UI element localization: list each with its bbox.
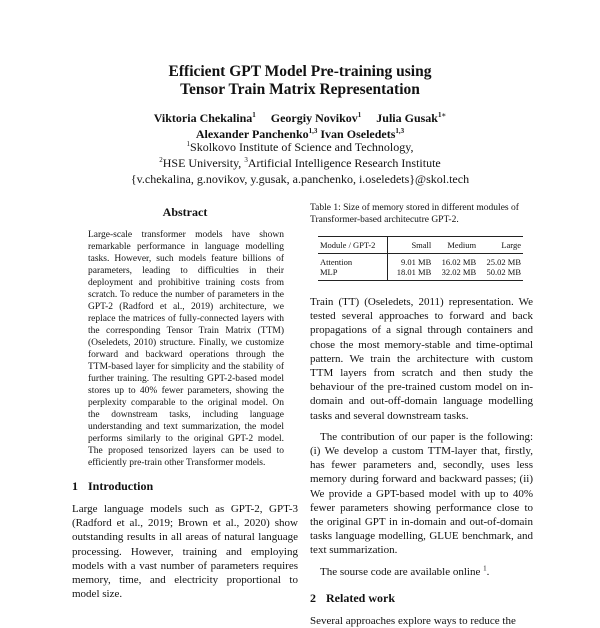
affiliations <box>0 139 600 187</box>
section-title: Related work <box>326 590 395 605</box>
author-name: Julia Gusak <box>376 111 438 125</box>
table-cell: 9.01 MB <box>401 257 432 267</box>
table-cell: 50.02 MB <box>486 267 521 277</box>
author-line-1 <box>0 110 600 126</box>
title-line-1: Efficient GPT Model Pre-training using <box>168 63 432 80</box>
table-header-cell: Small <box>388 237 433 254</box>
paper-title <box>0 63 600 99</box>
left-column <box>72 205 298 601</box>
memory-table-wrapper <box>310 236 533 281</box>
memory-table <box>318 236 523 281</box>
affil-mark: 1 <box>186 140 191 148</box>
title-line-2: Tensor Train Matrix Representation <box>180 81 420 98</box>
table-row <box>318 267 523 281</box>
affiliation-hse: HSE University, <box>162 156 242 170</box>
author-name: Alexander Panchenko <box>195 127 309 141</box>
section-heading-related-work <box>310 591 533 606</box>
affiliation-airi: Artificial Intelligence Research Institute <box>247 156 441 170</box>
table-cell: Attention <box>318 254 388 268</box>
section-title: Introduction <box>88 479 154 493</box>
author-list <box>0 110 600 142</box>
table-cell: MLP <box>318 267 388 281</box>
table-caption: Table 1: Size of memory stored in different modules of Transformer-based architecutre GPT-2. <box>310 203 519 225</box>
section-number: 1 <box>72 479 78 493</box>
author-affil-mark: 1,3 <box>308 127 318 135</box>
affiliation-line-2 <box>0 155 600 171</box>
footnote-mark: 1 <box>483 564 487 572</box>
section-heading-introduction <box>72 479 298 494</box>
table-header-row <box>318 237 523 254</box>
table-header-cell: Medium <box>433 237 478 254</box>
author-name: Georgiy Novikov <box>270 111 358 125</box>
related-work-text: Several approaches explore ways to reduce the <box>310 614 516 627</box>
affiliation-line-1 <box>0 139 600 155</box>
paragraph-contributions: The contribution of our paper is the following: (i) We develop a custom TTM-layer that, firstly, has fewer parameters and, secondly, uses less memory during forward and backward passes; (ii) We provide a GPT-based model with up to 40% fewer parameters showing performance close to the original GPT in in-domain and out-of-domain tasks language modelling, GLUE benchmark, and text summarization. <box>310 430 533 557</box>
author-affil-mark: 1,3 <box>395 127 405 135</box>
table-row <box>318 254 523 268</box>
abstract-text: Large-scale transformer models have shown remarkable performance in language modelling tasks. However, such models feature billions of parameters, leading to difficulties in their deployment and prohibitive training costs from scratch. To reduce the number of parameters in the GPT-2 (Radford et al., 2019) architecture, we replace the matrices of fully-connected layers with the corresponding Tensor Train Matrix (TTM) (Oseledets, 2010) structure. Finally, we customize forward and backward operations through the TTM-based layer for simplicity and the stability of further training. The resulting GPT-2-based model stores up to 40% fewer parameters, showing the perplexity comparable to the original model. On the downstream tasks, including language understanding and text summarization, the model performs similarly to the original GPT-2 model. The proposed tensorized layers can be used to efficiently pre-train other Transformer models. <box>88 230 284 468</box>
author-affil-mark: 1 <box>252 111 256 119</box>
abstract-heading: Abstract <box>162 205 208 219</box>
author-emails: {v.chekalina, g.novikov, y.gusak, a.panchenko, i.oseledets}@skol.tech <box>130 172 470 186</box>
author-affil-mark: 1∗ <box>437 111 447 119</box>
paragraph-tt-representation: Train (TT) (Oseledets, 2011) representation. We tested several approaches to forward and back propagations of a signal through containers and chose the most memory-stable and time-optimal pattern. We train the architecture with custom TTM layers from scratch and then study the behaviour of the pre-trained custom model on in-domain and out-off-domain language modelling tasks and several downstream tasks. <box>310 296 533 422</box>
author-name: Viktoria Chekalina <box>153 111 253 125</box>
affil-mark: 3 <box>244 156 248 164</box>
source-code-text: The sourse code are available online <box>320 565 481 578</box>
section-number: 2 <box>310 590 316 605</box>
introduction-text: Large language models such as GPT-2, GPT-3 (Radford et al., 2019; Brown et al., 2020) show outstanding results in all areas of natural language processing. However, training and employing models with a vast number of parameters requires memory, time, and electricity proportional to model size. <box>72 503 298 601</box>
table-header-cell: Large <box>478 237 523 254</box>
table-cell: 18.01 MB <box>396 267 432 277</box>
table-cell: 16.02 MB <box>441 257 477 267</box>
source-code-period: . <box>486 565 490 578</box>
right-column <box>310 202 533 628</box>
table-cell: 25.02 MB <box>486 257 521 267</box>
author-name: Ivan Oseledets <box>320 127 396 141</box>
paragraph-source-code <box>310 565 533 579</box>
author-affil-mark: 1 <box>357 111 362 119</box>
affil-mark: 2 <box>159 156 163 164</box>
table-cell: 32.02 MB <box>441 267 477 277</box>
affiliation-skoltech: Skolkovo Institute of Science and Technology, <box>190 140 414 154</box>
table-header-cell: Module / GPT-2 <box>318 237 388 254</box>
